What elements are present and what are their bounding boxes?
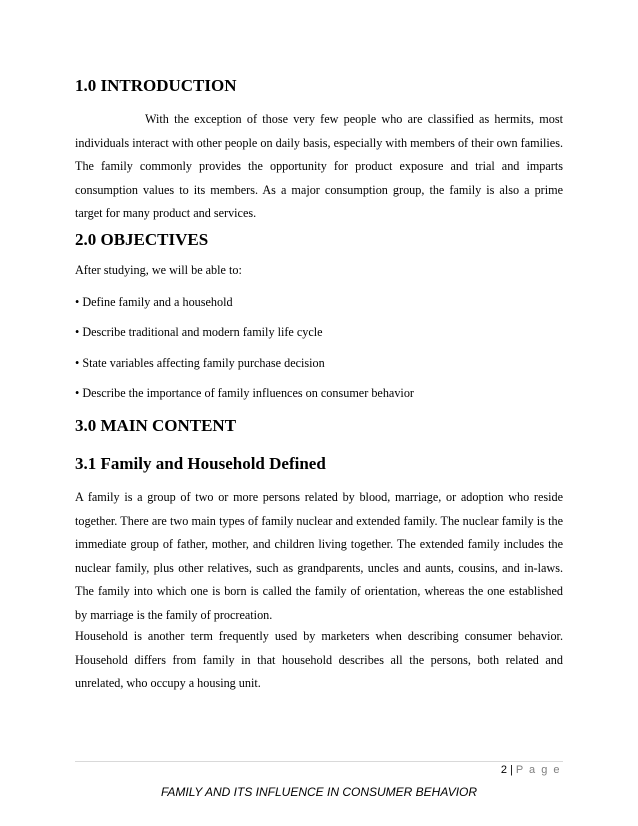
page-number-separator: | xyxy=(509,764,513,776)
section-heading: 3.1 Family and Household Defined xyxy=(75,454,326,473)
objectives-lead: After studying, we will be able to: xyxy=(75,263,242,277)
objectives-heading: 2.0 OBJECTIVES xyxy=(75,230,209,249)
introduction-paragraph xyxy=(75,108,563,226)
household-definition-paragraph: Household is another term frequently used by marketers when describing consumer behavior. Household differs from family in that household describes all the persons, both related and unrelated, who occupy a housing unit. xyxy=(75,629,563,690)
introduction-heading: 1.0 INTRODUCTION xyxy=(75,76,237,95)
objective-item: • State variables affecting family purchase decision xyxy=(75,356,325,370)
objective-item: • Describe the importance of family influences on consumer behavior xyxy=(75,386,414,400)
objective-item: • Define family and a household xyxy=(75,295,233,309)
footer-title: FAMILY AND ITS INFLUENCE IN CONSUMER BEHAVIOR xyxy=(160,785,478,799)
page-number xyxy=(501,764,561,776)
footer-divider xyxy=(75,761,563,762)
main-content-heading: 3.0 MAIN CONTENT xyxy=(75,416,237,435)
family-definition-paragraph: A family is a group of two or more persons related by blood, marriage, or adoption who reside together. There are two main types of family nuclear and extended family. The nuclear family is the immediate group of father, mother, and children living together. The extended family includes the nuclear family, plus other relatives, such as grandparents, uncles and aunts, cousins, and in-laws. The family into which one is born is called the family of orientation, whereas the one established by marriage is the family of procreation. xyxy=(75,490,563,622)
page-word: P a g e xyxy=(515,764,561,776)
objective-item: • Describe traditional and modern family life cycle xyxy=(75,325,323,339)
page-number-value: 2 xyxy=(500,764,507,776)
introduction-paragraph-text: With the exception of those very few people who are classified as hermits, most individuals interact with other people on daily basis, especially with members of their own families. The family commonly provides the opportunity for product exposure and trial and imparts consumption values to its members. As a major consumption group, the family is also a prime target for many product and services. xyxy=(75,112,563,220)
